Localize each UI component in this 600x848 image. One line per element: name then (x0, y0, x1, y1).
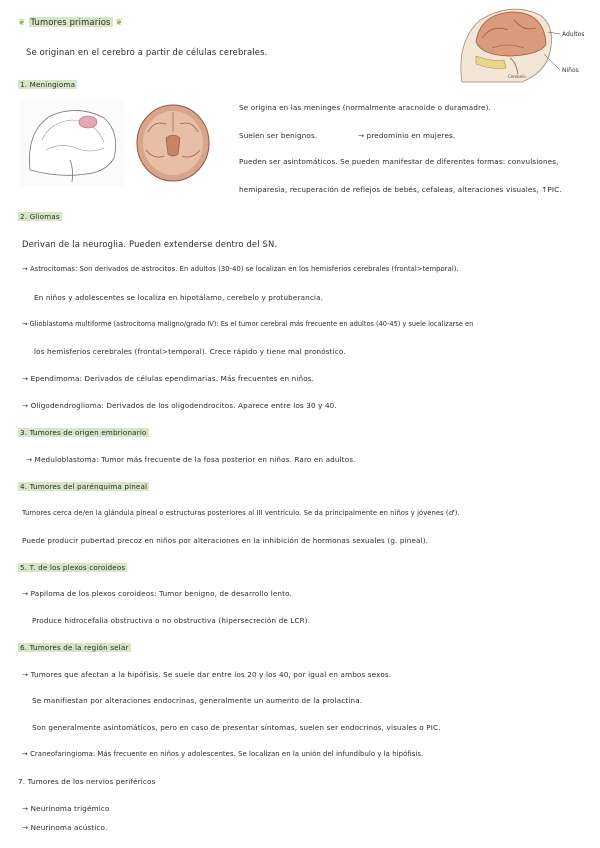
s2-line-4: → Glioblastoma multiforme (astrocitoma maligno/grado IV): Es el tumor cerebral más frecuente en adultos (40-45) y suele localizarse en (22, 320, 474, 328)
s4-line-1: Tumores cerca de/en la glándula pineal o estructuras posteriores al III ventrículo. Se da principalmente en niños y jóvenes (♂). (22, 509, 460, 517)
leaf-icon: ❦ (18, 18, 26, 28)
label-adult: Adultos (562, 31, 585, 38)
section-4-heading: 4. Tumores del parénquima pineal (20, 482, 148, 491)
section-1-heading: 1. Meningioma (20, 80, 76, 89)
s1-line-4: Pueden ser asintomáticos. Se pueden manifestar de diferentes formas: convulsiones, (239, 157, 559, 166)
brain-diagram (452, 2, 598, 86)
s2-line-2: → Astrocitomas: Son derivados de astrocitos. En adultos (30-40) se localizan en los hemisferios cerebrales (frontal>temporal). (22, 265, 459, 273)
s3-line-1: → Meduloblastoma: Tumor más frecuente de la fosa posterior en niños. Raro en adultos. (26, 455, 356, 464)
s6-line-2: Se manifiestan por alteraciones endocrinas, generalmente un aumento de la prolactina. (32, 696, 363, 705)
meningioma-coronal-image (134, 102, 212, 184)
leaf-icon: ❦ (115, 18, 124, 28)
s2-line-7: → Oligodendroglioma: Derivados de los oligodendrocitos. Aparece entre los 30 y 40. (22, 401, 337, 410)
s5-line-1: → Papiloma de los plexos coroideos: Tumor benigno, de desarrollo lento. (22, 589, 292, 598)
s2-line-1: Derivan de la neuroglia. Pueden extenderse dentro del SN. (22, 239, 278, 249)
s1-line-2: Suelen ser benignos. (239, 131, 318, 140)
s1-line-5: hemiparesia, recuperación de reflejos de bebés, cefaleas, alteraciones visuales, ↑PIC. (239, 185, 562, 194)
s7-line-1: → Neurinoma trigémico (22, 804, 110, 813)
s2-line-6: → Ependimoma: Derivados de células ependimarias. Más frecuentes en niños. (22, 374, 315, 383)
label-children: Niños (562, 67, 579, 74)
section-6-heading: 6. Tumores de la región selar (20, 643, 129, 652)
s1-line-1: Se origina en las meninges (normalmente aracnoide o duramadre). (239, 103, 491, 112)
section-2-heading: 2. Gliomas (20, 212, 60, 221)
page-title-row (18, 17, 123, 28)
s2-line-3: En niños y adolescentes se localiza en hipotálamo, cerebelo y protuberancia. (34, 293, 324, 302)
page-title: Tumores primarios (30, 17, 111, 27)
s7-line-2: → Neurinoma acústico. (22, 823, 108, 832)
section-5-heading: 5. T. de los plexos coroideos (20, 563, 126, 572)
meningioma-side-view-image (20, 100, 124, 186)
s1-line-3: → predominio en mujeres. (358, 131, 456, 140)
s6-line-4: → Craneofaringioma: Más frecuente en niños y adolescentes. Se localizan en la unión del infundíbulo y la hipófisis. (22, 750, 424, 758)
s6-line-1: → Tumores que afectan a la hipófisis. Se suele dar entre los 20 y los 40, por igual en ambos sexos. (22, 670, 392, 679)
intro-text: Se originan en el cerebro a partir de células cerebrales. (26, 47, 268, 57)
s5-line-2: Produce hidrocefalia obstructiva o no obstructiva (hipersecreción de LCR). (32, 616, 311, 625)
s4-line-2: Puede producir pubertad precoz en niños por alteraciones en la inhibición de hormonas sexuales (g. pineal). (22, 536, 429, 545)
section-3-heading: 3. Tumores de origen embrionario (20, 428, 147, 437)
section-7-heading: 7. Tumores de los nervios periféricos (18, 777, 156, 786)
s2-line-5: los hemisferios cerebrales (frontal>temporal). Crece rápido y tiene mal pronóstico. (34, 347, 346, 356)
label-small: Cerebelo (508, 74, 526, 79)
s6-line-3: Son generalmente asintomáticos, pero en caso de presentar síntomas, suelen ser endocrinos, visuales o PIC. (32, 723, 441, 732)
